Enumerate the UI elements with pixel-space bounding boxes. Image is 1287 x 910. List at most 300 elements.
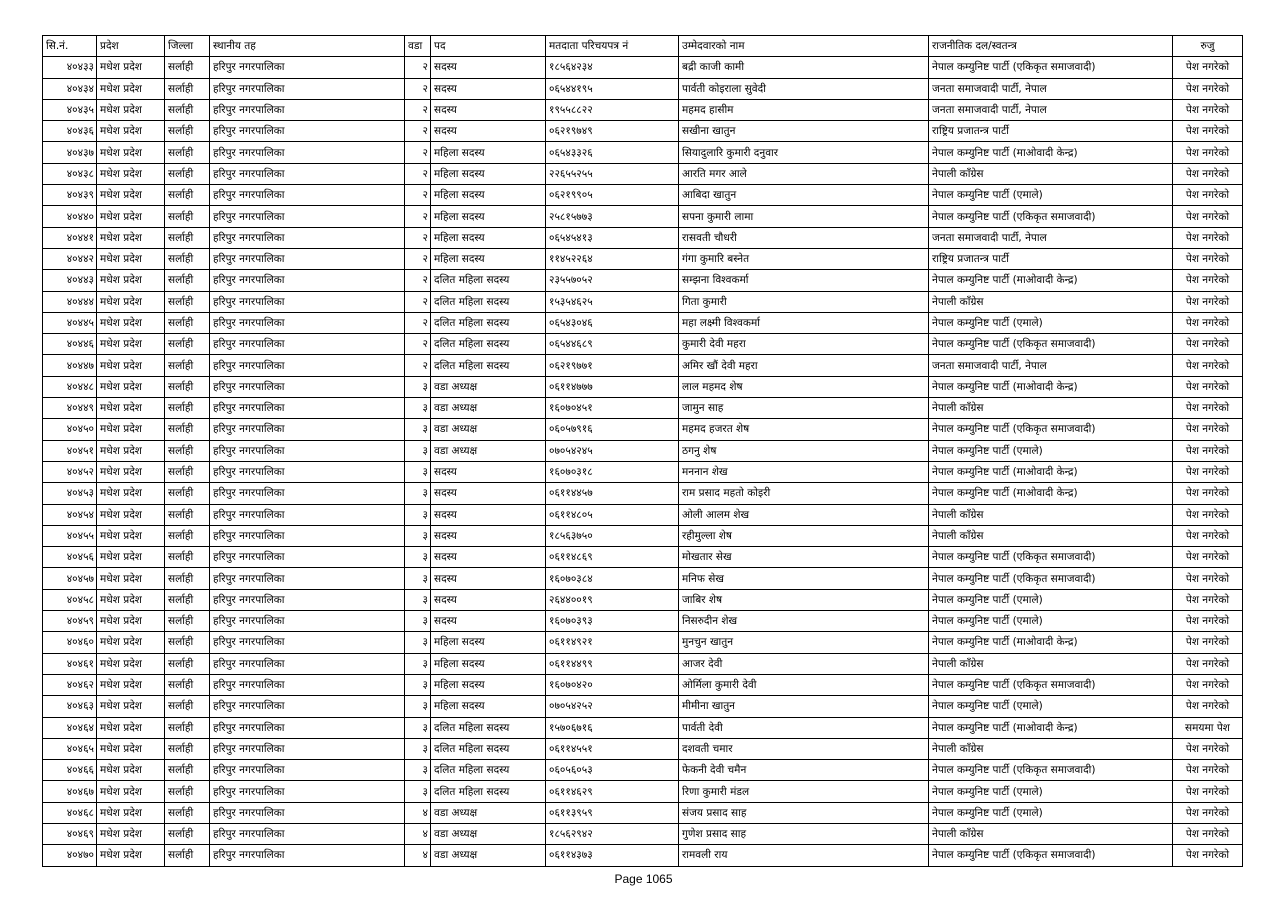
cell-voter-id: ०६११४४५७ [546, 483, 679, 504]
cell-sn: ४०४३६ [43, 121, 97, 142]
cell-local-level: हरिपुर नगरपालिका [210, 653, 405, 674]
cell-local-level: हरिपुर नगरपालिका [210, 312, 405, 333]
cell-province: मधेश प्रदेश [97, 334, 165, 355]
cell-province: मधेश प्रदेश [97, 398, 165, 419]
cell-candidate: सखीना खातुन [679, 121, 929, 142]
cell-ward: ४ [405, 823, 431, 844]
cell-voter-id: ०७०५४२४५ [546, 440, 679, 461]
cell-ward: ३ [405, 696, 431, 717]
cell-post: महिला सदस्य [431, 632, 546, 653]
cell-post: सदस्य [431, 547, 546, 568]
cell-ward: ३ [405, 440, 431, 461]
cell-party: नेपाल कम्युनिष्ट पार्टी (माओवादी केन्द्र) [929, 270, 1173, 291]
cell-party: नेपाल कम्युनिष्ट पार्टी (एकिकृत समाजवादी) [929, 760, 1173, 781]
cell-party: नेपाल कम्युनिष्ट पार्टी (एमाले) [929, 589, 1173, 610]
cell-voter-id: ०६११३९५९ [546, 802, 679, 823]
cell-local-level: हरिपुर नगरपालिका [210, 355, 405, 376]
cell-voter-id: ०६२१९७४९ [546, 121, 679, 142]
cell-candidate: बद्री काजी कामी [679, 57, 929, 78]
cell-candidate: दशवती चमार [679, 738, 929, 759]
cell-party: नेपाली काँग्रेस [929, 398, 1173, 419]
cell-voter-id: १९५५८८२२ [546, 99, 679, 120]
cell-candidate: मीमीना खातुन [679, 696, 929, 717]
table-row [43, 823, 1243, 844]
table-row [43, 334, 1243, 355]
cell-party: नेपाली काँग्रेस [929, 653, 1173, 674]
cell-local-level: हरिपुर नगरपालिका [210, 823, 405, 844]
cell-province: मधेश प्रदेश [97, 696, 165, 717]
cell-status: पेश नगरेको [1173, 142, 1243, 163]
cell-post: सदस्य [431, 461, 546, 482]
cell-status: पेश नगरेको [1173, 653, 1243, 674]
cell-voter-id: ०६०५६०५३ [546, 760, 679, 781]
cell-candidate: जाबिर शेष [679, 589, 929, 610]
cell-ward: २ [405, 291, 431, 312]
cell-sn: ४०४६६ [43, 760, 97, 781]
cell-sn: ४०४४९ [43, 398, 97, 419]
table-row [43, 632, 1243, 653]
cell-voter-id: ०६५४४१९५ [546, 78, 679, 99]
cell-local-level: हरिपुर नगरपालिका [210, 398, 405, 419]
cell-status: समयमा पेश [1173, 717, 1243, 738]
cell-district: सर्लाही [165, 568, 210, 589]
cell-ward: २ [405, 227, 431, 248]
cell-voter-id: १६०७०४५१ [546, 398, 679, 419]
cell-party: नेपाल कम्युनिष्ट पार्टी (एमाले) [929, 185, 1173, 206]
cell-status: पेश नगरेको [1173, 845, 1243, 866]
cell-status: पेश नगरेको [1173, 568, 1243, 589]
table-row [43, 398, 1243, 419]
table-row [43, 589, 1243, 610]
cell-post: वडा अध्यक्ष [431, 376, 546, 397]
cell-candidate: महमद हजरत शेष [679, 419, 929, 440]
cell-post: सदस्य [431, 504, 546, 525]
cell-status: पेश नगरेको [1173, 696, 1243, 717]
cell-province: मधेश प्रदेश [97, 632, 165, 653]
cell-status: पेश नगरेको [1173, 802, 1243, 823]
header-candidate: उम्मेदवारको नाम [679, 36, 929, 57]
cell-ward: ३ [405, 376, 431, 397]
cell-province: मधेश प्रदेश [97, 611, 165, 632]
cell-post: सदस्य [431, 121, 546, 142]
cell-candidate: रासवती चौधरी [679, 227, 929, 248]
cell-party: राष्ट्रिय प्रजातन्त्र पार्टी [929, 121, 1173, 142]
cell-district: सर्लाही [165, 653, 210, 674]
cell-ward: २ [405, 78, 431, 99]
cell-post: दलित महिला सदस्य [431, 291, 546, 312]
cell-district: सर्लाही [165, 461, 210, 482]
table-row [43, 525, 1243, 546]
cell-ward: ४ [405, 845, 431, 866]
cell-local-level: हरिपुर नगरपालिका [210, 589, 405, 610]
cell-province: मधेश प्रदेश [97, 547, 165, 568]
cell-sn: ४०४६९ [43, 823, 97, 844]
table-row [43, 611, 1243, 632]
cell-party: नेपाल कम्युनिष्ट पार्टी (एमाले) [929, 781, 1173, 802]
cell-ward: ३ [405, 525, 431, 546]
cell-status: पेश नगरेको [1173, 589, 1243, 610]
cell-post: सदस्य [431, 589, 546, 610]
cell-local-level: हरिपुर नगरपालिका [210, 461, 405, 482]
cell-voter-id: २६४४००१९ [546, 589, 679, 610]
cell-status: पेश नगरेको [1173, 632, 1243, 653]
cell-candidate: आबिदा खातुन [679, 185, 929, 206]
cell-ward: ३ [405, 589, 431, 610]
cell-party: नेपाल कम्युनिष्ट पार्टी (एमाले) [929, 312, 1173, 333]
cell-voter-id: ०६०५७९१६ [546, 419, 679, 440]
cell-province: मधेश प्रदेश [97, 525, 165, 546]
cell-party: नेपाल कम्युनिष्ट पार्टी (एकिकृत समाजवादी) [929, 547, 1173, 568]
cell-status: पेश नगरेको [1173, 99, 1243, 120]
cell-sn: ४०४३५ [43, 99, 97, 120]
cell-party: नेपाल कम्युनिष्ट पार्टी (एकिकृत समाजवादी) [929, 419, 1173, 440]
cell-status: पेश नगरेको [1173, 57, 1243, 78]
cell-sn: ४०४५१ [43, 440, 97, 461]
cell-local-level: हरिपुर नगरपालिका [210, 781, 405, 802]
cell-province: मधेश प्रदेश [97, 845, 165, 866]
cell-party: नेपाल कम्युनिष्ट पार्टी (माओवादी केन्द्र) [929, 142, 1173, 163]
table-row [43, 547, 1243, 568]
cell-district: सर्लाही [165, 823, 210, 844]
cell-sn: ४०४३८ [43, 163, 97, 184]
cell-ward: २ [405, 355, 431, 376]
cell-province: मधेश प्रदेश [97, 568, 165, 589]
cell-sn: ४०४५२ [43, 461, 97, 482]
cell-province: मधेश प्रदेश [97, 717, 165, 738]
cell-local-level: हरिपुर नगरपालिका [210, 525, 405, 546]
cell-voter-id: ०६५४३०४६ [546, 312, 679, 333]
cell-post: दलित महिला सदस्य [431, 738, 546, 759]
cell-post: वडा अध्यक्ष [431, 398, 546, 419]
cell-party: नेपाल कम्युनिष्ट पार्टी (एकिकृत समाजवादी) [929, 334, 1173, 355]
cell-voter-id: १८५६२९४२ [546, 823, 679, 844]
cell-ward: ३ [405, 398, 431, 419]
cell-post: सदस्य [431, 57, 546, 78]
cell-party: नेपाली काँग्रेस [929, 525, 1173, 546]
table-row [43, 78, 1243, 99]
cell-candidate: मुनचुन खातुन [679, 632, 929, 653]
cell-district: सर्लाही [165, 163, 210, 184]
cell-province: मधेश प्रदेश [97, 738, 165, 759]
cell-ward: २ [405, 206, 431, 227]
cell-ward: ३ [405, 461, 431, 482]
cell-voter-id: ०६११४३७३ [546, 845, 679, 866]
header-sn: सि.नं. [43, 36, 97, 57]
cell-ward: ३ [405, 419, 431, 440]
cell-post: महिला सदस्य [431, 696, 546, 717]
cell-district: सर्लाही [165, 525, 210, 546]
cell-local-level: हरिपुर नगरपालिका [210, 483, 405, 504]
cell-sn: ४०४६३ [43, 696, 97, 717]
cell-post: सदस्य [431, 99, 546, 120]
cell-ward: २ [405, 121, 431, 142]
cell-sn: ४०४५७ [43, 568, 97, 589]
cell-party: जनता समाजवादी पार्टी, नेपाल [929, 227, 1173, 248]
cell-local-level: हरिपुर नगरपालिका [210, 611, 405, 632]
cell-ward: ३ [405, 760, 431, 781]
cell-voter-id: ११४५२२६४ [546, 248, 679, 269]
cell-candidate: मनिफ सेख [679, 568, 929, 589]
cell-party: नेपाल कम्युनिष्ट पार्टी (एमाले) [929, 440, 1173, 461]
cell-post: महिला सदस्य [431, 185, 546, 206]
cell-sn: ४०४६० [43, 632, 97, 653]
cell-party: जनता समाजवादी पार्टी, नेपाल [929, 355, 1173, 376]
cell-voter-id: ०६११४७७७ [546, 376, 679, 397]
cell-province: मधेश प्रदेश [97, 440, 165, 461]
cell-post: दलित महिला सदस्य [431, 270, 546, 291]
cell-local-level: हरिपुर नगरपालिका [210, 248, 405, 269]
cell-local-level: हरिपुर नगरपालिका [210, 802, 405, 823]
cell-province: मधेश प्रदेश [97, 227, 165, 248]
cell-candidate: मोखतार सेख [679, 547, 929, 568]
cell-status: पेश नगरेको [1173, 674, 1243, 695]
cell-candidate: मननान शेख [679, 461, 929, 482]
cell-local-level: हरिपुर नगरपालिका [210, 760, 405, 781]
table-row [43, 227, 1243, 248]
cell-province: मधेश प्रदेश [97, 185, 165, 206]
cell-party: नेपाल कम्युनिष्ट पार्टी (एकिकृत समाजवादी) [929, 568, 1173, 589]
cell-voter-id: १६०७०३१८ [546, 461, 679, 482]
cell-local-level: हरिपुर नगरपालिका [210, 419, 405, 440]
cell-local-level: हरिपुर नगरपालिका [210, 674, 405, 695]
table-body [43, 57, 1243, 866]
cell-voter-id: ०७०५४२५२ [546, 696, 679, 717]
cell-province: मधेश प्रदेश [97, 376, 165, 397]
cell-sn: ४०४३७ [43, 142, 97, 163]
cell-status: पेश नगरेको [1173, 781, 1243, 802]
cell-sn: ४०४४७ [43, 355, 97, 376]
cell-district: सर्लाही [165, 781, 210, 802]
cell-district: सर्लाही [165, 312, 210, 333]
table-row [43, 717, 1243, 738]
table-row [43, 99, 1243, 120]
cell-district: सर्लाही [165, 398, 210, 419]
cell-sn: ४०४५३ [43, 483, 97, 504]
cell-local-level: हरिपुर नगरपालिका [210, 334, 405, 355]
cell-voter-id: ०६११४८०५ [546, 504, 679, 525]
cell-district: सर्लाही [165, 78, 210, 99]
cell-ward: २ [405, 270, 431, 291]
cell-sn: ४०४४० [43, 206, 97, 227]
cell-district: सर्लाही [165, 376, 210, 397]
cell-voter-id: ०६११४६२९ [546, 781, 679, 802]
cell-candidate: गुणेश प्रसाद साह [679, 823, 929, 844]
cell-district: सर्लाही [165, 227, 210, 248]
cell-district: सर्लाही [165, 206, 210, 227]
cell-party: नेपाल कम्युनिष्ट पार्टी (माओवादी केन्द्र) [929, 483, 1173, 504]
cell-province: मधेश प्रदेश [97, 504, 165, 525]
header-province: प्रदेश [97, 36, 165, 57]
cell-status: पेश नगरेको [1173, 334, 1243, 355]
cell-post: दलित महिला सदस्य [431, 781, 546, 802]
table-row [43, 270, 1243, 291]
cell-sn: ४०४७० [43, 845, 97, 866]
cell-candidate: पार्वती देवी [679, 717, 929, 738]
cell-party: जनता समाजवादी पार्टी, नेपाल [929, 99, 1173, 120]
cell-district: सर्लाही [165, 419, 210, 440]
cell-ward: २ [405, 163, 431, 184]
cell-district: सर्लाही [165, 334, 210, 355]
table-row [43, 291, 1243, 312]
cell-sn: ४०४६४ [43, 717, 97, 738]
cell-district: सर्लाही [165, 483, 210, 504]
table-row [43, 568, 1243, 589]
cell-voter-id: ०६११४५५१ [546, 738, 679, 759]
cell-status: पेश नगरेको [1173, 270, 1243, 291]
table-row [43, 461, 1243, 482]
table-row [43, 674, 1243, 695]
cell-candidate: ठगनु शेष [679, 440, 929, 461]
cell-ward: ३ [405, 738, 431, 759]
cell-district: सर्लाही [165, 270, 210, 291]
cell-local-level: हरिपुर नगरपालिका [210, 376, 405, 397]
cell-status: पेश नगरेको [1173, 525, 1243, 546]
cell-ward: ३ [405, 674, 431, 695]
cell-post: महिला सदस्य [431, 227, 546, 248]
cell-voter-id: १८५६४२३४ [546, 57, 679, 78]
cell-status: पेश नगरेको [1173, 163, 1243, 184]
cell-local-level: हरिपुर नगरपालिका [210, 99, 405, 120]
cell-district: सर्लाही [165, 674, 210, 695]
cell-party: नेपाल कम्युनिष्ट पार्टी (माओवादी केन्द्र) [929, 717, 1173, 738]
cell-status: पेश नगरेको [1173, 547, 1243, 568]
cell-district: सर्लाही [165, 121, 210, 142]
cell-party: नेपाल कम्युनिष्ट पार्टी (एकिकृत समाजवादी) [929, 845, 1173, 866]
cell-candidate: लाल महमद शेष [679, 376, 929, 397]
table-row [43, 121, 1243, 142]
cell-district: सर्लाही [165, 717, 210, 738]
cell-local-level: हरिपुर नगरपालिका [210, 717, 405, 738]
cell-ward: ३ [405, 483, 431, 504]
cell-local-level: हरिपुर नगरपालिका [210, 185, 405, 206]
cell-ward: ३ [405, 547, 431, 568]
cell-post: दलित महिला सदस्य [431, 312, 546, 333]
cell-ward: २ [405, 185, 431, 206]
cell-ward: ४ [405, 802, 431, 823]
cell-district: सर्लाही [165, 547, 210, 568]
table-row [43, 163, 1243, 184]
cell-ward: २ [405, 99, 431, 120]
cell-province: मधेश प्रदेश [97, 57, 165, 78]
cell-voter-id: ०६५४३३२६ [546, 142, 679, 163]
table-row [43, 845, 1243, 866]
table-row [43, 206, 1243, 227]
cell-local-level: हरिपुर नगरपालिका [210, 121, 405, 142]
cell-ward: ३ [405, 781, 431, 802]
cell-district: सर्लाही [165, 291, 210, 312]
cell-party: नेपाल कम्युनिष्ट पार्टी (एकिकृत समाजवादी) [929, 674, 1173, 695]
cell-local-level: हरिपुर नगरपालिका [210, 845, 405, 866]
cell-status: पेश नगरेको [1173, 483, 1243, 504]
cell-district: सर्लाही [165, 845, 210, 866]
table-row [43, 142, 1243, 163]
cell-status: पेश नगरेको [1173, 291, 1243, 312]
candidate-table [42, 35, 1243, 867]
cell-local-level: हरिपुर नगरपालिका [210, 270, 405, 291]
cell-province: मधेश प्रदेश [97, 121, 165, 142]
cell-province: मधेश प्रदेश [97, 99, 165, 120]
cell-local-level: हरिपुर नगरपालिका [210, 163, 405, 184]
cell-status: पेश नगरेको [1173, 355, 1243, 376]
cell-status: पेश नगरेको [1173, 312, 1243, 333]
cell-province: मधेश प्रदेश [97, 461, 165, 482]
cell-candidate: सियादुलारि कुमारी दनुवार [679, 142, 929, 163]
cell-province: मधेश प्रदेश [97, 142, 165, 163]
header-ward: वडा [405, 36, 431, 57]
cell-province: मधेश प्रदेश [97, 206, 165, 227]
cell-candidate: जामुन साह [679, 398, 929, 419]
cell-status: पेश नगरेको [1173, 504, 1243, 525]
cell-district: सर्लाही [165, 696, 210, 717]
table-row [43, 248, 1243, 269]
cell-party: नेपाली काँग्रेस [929, 823, 1173, 844]
cell-voter-id: १६०७०३९३ [546, 611, 679, 632]
cell-sn: ४०४६२ [43, 674, 97, 695]
cell-ward: २ [405, 312, 431, 333]
cell-local-level: हरिपुर नगरपालिका [210, 632, 405, 653]
cell-district: सर्लाही [165, 589, 210, 610]
header-status: रुजु [1173, 36, 1243, 57]
cell-local-level: हरिपुर नगरपालिका [210, 78, 405, 99]
cell-sn: ४०४४८ [43, 376, 97, 397]
cell-voter-id: ०६५४४६८९ [546, 334, 679, 355]
cell-ward: ३ [405, 504, 431, 525]
cell-candidate: गिता कुमारी [679, 291, 929, 312]
cell-voter-id: १५७०६७१६ [546, 717, 679, 738]
cell-party: नेपाली काँग्रेस [929, 163, 1173, 184]
cell-candidate: निसरुदीन शेख [679, 611, 929, 632]
table-row [43, 483, 1243, 504]
cell-voter-id: २३५५७०५२ [546, 270, 679, 291]
cell-status: पेश नगरेको [1173, 760, 1243, 781]
cell-sn: ४०४३९ [43, 185, 97, 206]
cell-party: नेपाल कम्युनिष्ट पार्टी (माओवादी केन्द्र) [929, 461, 1173, 482]
cell-post: महिला सदस्य [431, 674, 546, 695]
cell-status: पेश नगरेको [1173, 823, 1243, 844]
cell-local-level: हरिपुर नगरपालिका [210, 568, 405, 589]
table-row [43, 376, 1243, 397]
cell-local-level: हरिपुर नगरपालिका [210, 696, 405, 717]
cell-province: मधेश प्रदेश [97, 589, 165, 610]
header-district: जिल्ला [165, 36, 210, 57]
cell-party: नेपाली काँग्रेस [929, 504, 1173, 525]
cell-candidate: महा लक्ष्मी विश्वकर्मा [679, 312, 929, 333]
cell-province: मधेश प्रदेश [97, 270, 165, 291]
cell-party: जनता समाजवादी पार्टी, नेपाल [929, 78, 1173, 99]
cell-district: सर्लाही [165, 611, 210, 632]
cell-province: मधेश प्रदेश [97, 248, 165, 269]
cell-post: दलित महिला सदस्य [431, 334, 546, 355]
cell-ward: ३ [405, 632, 431, 653]
cell-local-level: हरिपुर नगरपालिका [210, 142, 405, 163]
cell-sn: ४०४४६ [43, 334, 97, 355]
cell-sn: ४०४३४ [43, 78, 97, 99]
cell-candidate: ओली आलम शेख [679, 504, 929, 525]
cell-candidate: सपना कुमारी लामा [679, 206, 929, 227]
cell-voter-id: ०६५४५४१३ [546, 227, 679, 248]
cell-district: सर्लाही [165, 760, 210, 781]
cell-province: मधेश प्रदेश [97, 419, 165, 440]
cell-ward: २ [405, 57, 431, 78]
cell-candidate: महमद हासीम [679, 99, 929, 120]
cell-party: नेपाल कम्युनिष्ट पार्टी (एमाले) [929, 802, 1173, 823]
cell-voter-id: १६०७०४२० [546, 674, 679, 695]
cell-ward: २ [405, 334, 431, 355]
cell-party: नेपाल कम्युनिष्ट पार्टी (एकिकृत समाजवादी) [929, 206, 1173, 227]
cell-status: पेश नगरेको [1173, 611, 1243, 632]
cell-district: सर्लाही [165, 632, 210, 653]
table-row [43, 312, 1243, 333]
